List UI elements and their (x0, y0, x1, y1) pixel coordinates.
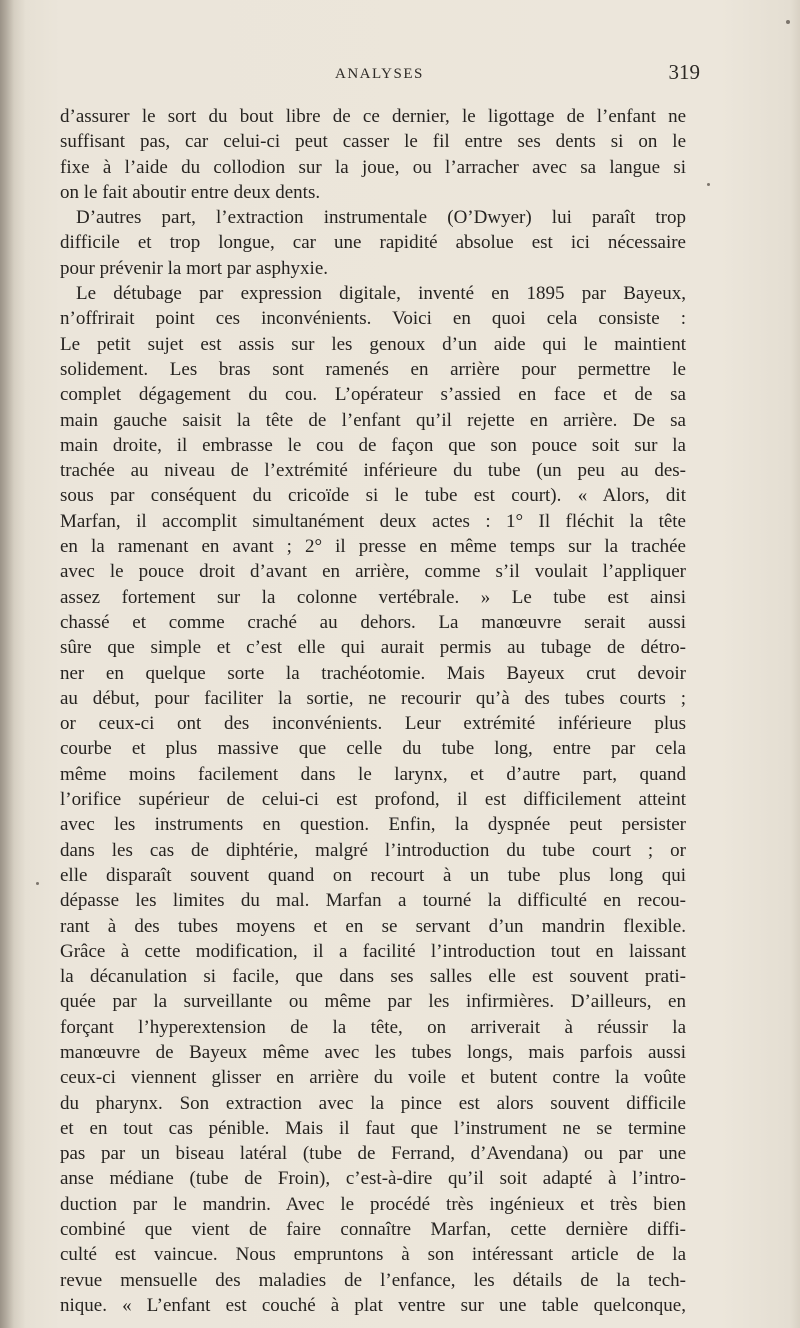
text-line: difficile et trop longue, car une rapidité absolue est ici nécessaire (60, 232, 686, 254)
text-line: sous par conséquent du cricoïde si le tube est court). « Alors, dit (60, 485, 686, 507)
text-line: forçant l’hyperextension de la tête, on arriverait à réussir la (60, 1016, 686, 1038)
text-line: dans les cas de diphtérie, malgré l’introduction du tube court ; or (60, 839, 686, 861)
text-line: la décanulation si facile, que dans ses salles elle est souvent prati- (60, 966, 686, 988)
text-line: D’autres part, l’extraction instrumentale (O’Dwyer) lui paraît trop (76, 207, 686, 229)
text-line: sûre que simple et c’est elle qui aurait permis au tubage de détro- (60, 637, 686, 659)
text-line: ceux-ci viennent glisser en arrière du voile et butent contre la voûte (60, 1067, 686, 1089)
text-line: manœuvre de Bayeux même avec les tubes longs, mais parfois aussi (60, 1041, 686, 1063)
text-line: main droite, il embrasse le cou de façon que son pouce soit sur la (60, 434, 686, 456)
text-line: assez fortement sur la colonne vertébrale. » Le tube est ainsi (60, 586, 686, 608)
page-header (60, 58, 700, 90)
text-line: on le fait aboutir entre deux dents. (60, 181, 321, 203)
text-line: Le petit sujet est assis sur les genoux d’un aide qui le maintient (60, 333, 686, 355)
text-line: ner en quelque sorte la trachéotomie. Mais Bayeux crut devoir (60, 662, 686, 684)
text-line: or ceux-ci ont des inconvénients. Leur extrémité inférieure plus (60, 713, 686, 735)
text-line: avec le pouce droit d’avant en arrière, comme s’il voulait l’appliquer (60, 561, 686, 583)
text-line: duction par le mandrin. Avec le procédé très ingénieux et très bien (60, 1193, 686, 1215)
text-line: nique. « L’enfant est couché à plat ventre sur une table quelconque, (60, 1294, 686, 1316)
paper-speck (707, 183, 710, 186)
text-line: d’assurer le sort du bout libre de ce dernier, le ligottage de l’enfant ne (60, 106, 686, 127)
text-line: du pharynx. Son extraction avec la pince est alors souvent difficile (60, 1092, 686, 1114)
text-line: courbe et plus massive que celle du tube long, entre par cela (60, 738, 686, 760)
text-line: solidement. Les bras sont ramenés en arrière pour permettre le (60, 358, 686, 380)
text-line: et en tout cas pénible. Mais il faut que l’instrument ne se termine (60, 1117, 686, 1139)
text-line: complet dégagement du cou. L’opérateur s’assied en face et de sa (60, 384, 686, 406)
text-line: elle disparaît souvent quand on recourt à un tube plus long qui (60, 864, 686, 886)
paper-speck (786, 20, 790, 24)
text-line: Marfan, il accomplit simultanément deux actes : 1° Il fléchit la tête (60, 510, 686, 532)
text-line: culté est vaincue. Nous empruntons à son intéressant article de la (60, 1244, 686, 1266)
text-line: revue mensuelle des maladies de l’enfance, les détails de la tech- (60, 1269, 686, 1291)
running-head: ANALYSES (335, 66, 424, 82)
body-text (60, 104, 686, 1318)
text-line: anse médiane (tube de Froin), c’est-à-dire qu’il soit adapté à l’intro- (60, 1168, 686, 1190)
text-line: main gauche saisit la tête de l’enfant qu’il rejette en arrière. De sa (60, 409, 686, 431)
text-line: rant à des tubes moyens et en se servant d’un mandrin flexible. (60, 915, 686, 937)
text-line: en la ramenant en avant ; 2° il presse en même temps sur la trachée (60, 536, 686, 558)
text-line: Le détubage par expression digitale, inventé en 1895 par Bayeux, (76, 283, 686, 305)
paper-speck (36, 882, 39, 885)
text-line: au début, pour faciliter la sortie, ne recourir qu’à des tubes courts ; (60, 687, 686, 709)
text-line: dépasse les limites du mal. Marfan a tourné la difficulté en recou- (60, 890, 686, 912)
text-line: n’offrirait point ces inconvénients. Voici en quoi cela consiste : (60, 308, 686, 330)
text-line: trachée au niveau de l’extrémité inférieure du tube (un peu au des- (60, 460, 686, 482)
binding-shadow (0, 0, 14, 1328)
text-line: quée par la surveillante ou même par les infirmières. D’ailleurs, en (60, 991, 686, 1013)
text-line: combiné que vient de faire connaître Marfan, cette dernière diffi- (60, 1219, 686, 1241)
page-number: 319 (668, 60, 700, 84)
text-line: avec les instruments en question. Enfin, la dyspnée peut persister (60, 814, 686, 836)
text-line: suffisant pas, car celui-ci peut casser le fil entre ses dents si on le (60, 131, 686, 153)
text-line: Grâce à cette modification, il a facilité l’introduction tout en laissant (60, 940, 686, 962)
text-line: l’orifice supérieur de celui-ci est profond, il est difficilement atteint (60, 789, 686, 811)
text-line: pas par un biseau latéral (tube de Ferrand, d’Avendana) ou par une (60, 1143, 686, 1165)
text-line: chassé et comme craché au dehors. La manœuvre serait aussi (60, 611, 686, 633)
text-line: pour prévenir la mort par asphyxie. (60, 257, 329, 279)
text-line: même moins facilement dans le larynx, et d’autre part, quand (60, 763, 686, 785)
text-line: fixe à l’aide du collodion sur la joue, ou l’arracher avec sa langue si (60, 156, 686, 178)
